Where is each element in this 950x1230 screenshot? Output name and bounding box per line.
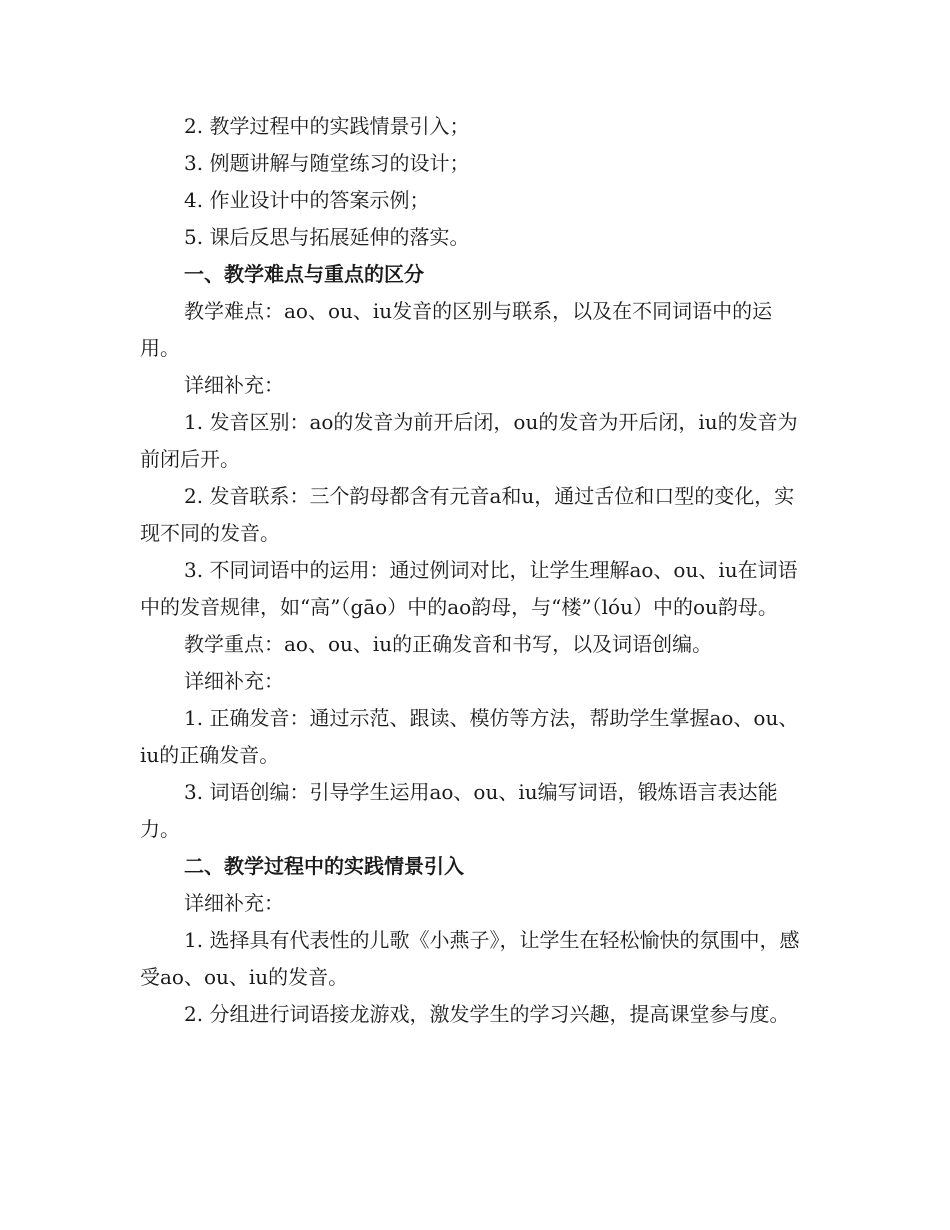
list-item: 1. 选择具有代表性的儿歌《小燕子》，让学生在轻松愉快的氛围中，感受ao、ou、iu的发音。 [140, 928, 800, 989]
detail-label: 详细补充： [184, 669, 284, 693]
detail-label: 详细补充： [184, 373, 284, 397]
list-item: 2. 分组进行词语接龙游戏，激发学生的学习兴趣，提高课堂参与度。 [184, 1002, 790, 1026]
section-heading: 一、教学难点与重点的区分 [184, 262, 424, 286]
list-item: 1. 正确发音：通过示范、跟读、模仿等方法，帮助学生掌握ao、ou、iu的正确发音。 [140, 706, 799, 767]
list-item: 2. 教学过程中的实践情景引入； [184, 114, 470, 138]
list-item: 3. 不同词语中的运用：通过例词对比，让学生理解ao、ou、iu在词语中的发音规律，如“高”（gāo）中的ao韵母，与“楼”（lóu）中的ou韵母。 [140, 558, 798, 619]
document-page [140, 108, 805, 1033]
detail-label: 详细补充： [184, 891, 284, 915]
list-item: 3. 词语创编：引导学生运用ao、ou、iu编写词语，锻炼语言表达能力。 [140, 780, 778, 841]
list-item: 4. 作业设计中的答案示例； [184, 188, 430, 212]
list-item: 1. 发音区别：ao的发音为前开后闭，ou的发音为开后闭，iu的发音为前闭后开。 [140, 410, 798, 471]
paragraph: 教学重点：ao、ou、iu的正确发音和书写，以及词语创编。 [184, 632, 713, 656]
list-item: 5. 课后反思与拓展延伸的落实。 [184, 225, 470, 249]
list-item: 3. 例题讲解与随堂练习的设计； [184, 151, 470, 175]
list-item: 2. 发音联系：三个韵母都含有元音a和u，通过舌位和口型的变化，实现不同的发音。 [140, 484, 795, 545]
paragraph: 教学难点：ao、ou、iu发音的区别与联系，以及在不同词语中的运用。 [140, 299, 773, 360]
section-heading: 二、教学过程中的实践情景引入 [184, 854, 464, 878]
